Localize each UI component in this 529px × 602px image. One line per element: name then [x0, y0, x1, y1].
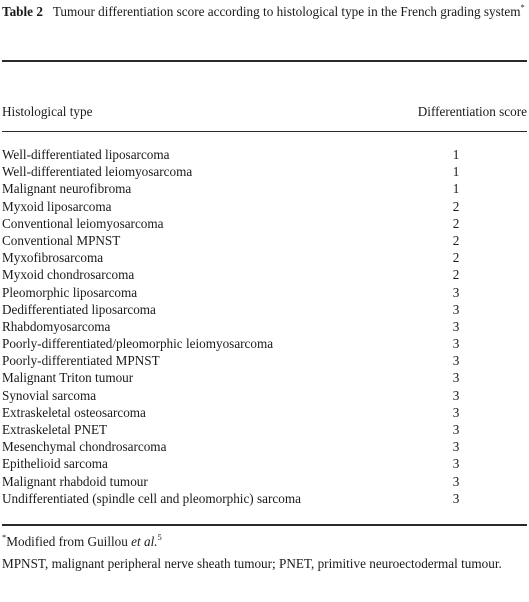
differentiation-score-cell: 3 [452, 301, 460, 317]
histological-type-cell: Poorly-differentiated/pleomorphic leiomyosarcoma [2, 336, 274, 352]
table-row [2, 180, 527, 197]
differentiation-score-cell: 3 [452, 284, 460, 300]
histological-type-cell: Well-differentiated liposarcoma [2, 147, 170, 162]
differentiation-score-cell: 3 [452, 404, 460, 420]
differentiation-score-cell: 3 [452, 456, 460, 472]
differentiation-score-cell: 3 [452, 473, 460, 489]
differentiation-score-cell: 1 [452, 181, 460, 197]
table-row [2, 369, 527, 386]
table-row [2, 163, 527, 180]
histological-type-cell: Conventional MPNST [2, 232, 121, 248]
table-row [2, 473, 527, 490]
differentiation-score-cell: 3 [452, 439, 460, 455]
histological-type-cell: Extraskeletal PNET [2, 422, 108, 437]
differentiation-score-cell: 2 [452, 198, 460, 214]
histological-type-cell: Malignant rhabdoid tumour [2, 473, 148, 489]
histological-type-cell: Myxoid liposarcoma [2, 198, 112, 214]
differentiation-score-cell: 2 [452, 215, 460, 231]
histological-type-cell: Pleomorphic liposarcoma [2, 284, 138, 300]
differentiation-score-cell: 1 [452, 147, 460, 162]
table-row [2, 146, 527, 163]
footnote-reference: 5 [157, 532, 162, 542]
histological-type-cell: Malignant neurofibroma [2, 181, 132, 197]
differentiation-score-cell: 3 [452, 353, 460, 369]
differentiation-score-cell: 2 [452, 267, 460, 283]
histological-type-cell: Rhabdomyosarcoma [2, 318, 111, 334]
differentiation-score-cell: 2 [452, 250, 460, 266]
table-title: Tumour differentiation score according to histological type in the French grading system [52, 4, 521, 19]
table-row [2, 249, 527, 266]
footnote-text: Modified from Guillou [6, 534, 132, 549]
column-header-differentiation-score: Differentiation score [417, 104, 527, 119]
table-row [2, 438, 527, 455]
table-footnote [2, 533, 526, 552]
table-row [2, 387, 527, 404]
table-row [2, 232, 527, 249]
histological-type-cell: Myxofibrosarcoma [2, 250, 104, 266]
footnote-et-al: et al. [131, 534, 158, 549]
histological-type-cell: Mesenchymal chondrosarcoma [2, 439, 167, 455]
caption-footnote-marker: * [520, 2, 525, 12]
differentiation-score-cell: 3 [452, 318, 460, 334]
histological-type-cell: Conventional leiomyosarcoma [2, 215, 164, 231]
histological-type-cell: Epithelioid sarcoma [2, 456, 108, 472]
histological-type-cell: Malignant Triton tumour [2, 370, 134, 386]
table-row [2, 301, 527, 318]
differentiation-score-cell: 2 [452, 232, 460, 248]
histological-type-cell: Myxoid chondrosarcoma [2, 267, 135, 283]
differentiation-score-cell: 3 [452, 422, 460, 437]
table-row [2, 335, 527, 352]
footnote-marker: * [2, 532, 7, 542]
table-row [2, 421, 527, 438]
table-row [2, 198, 527, 215]
table-row [2, 215, 527, 232]
histological-type-cell: Extraskeletal osteosarcoma [2, 404, 146, 420]
table-row [2, 404, 527, 421]
differentiation-score-cell: 3 [452, 336, 460, 352]
histological-type-cell: Well-differentiated leiomyosarcoma [2, 164, 193, 180]
table-row [2, 284, 527, 301]
table-row [2, 266, 527, 283]
differentiation-score-cell: 1 [452, 164, 460, 180]
histological-type-cell: Poorly-differentiated MPNST [2, 353, 160, 369]
differentiation-score-cell: 3 [452, 370, 460, 386]
differentiation-score-cell: 3 [452, 387, 460, 403]
histological-type-cell: Undifferentiated (spindle cell and pleomorphic) sarcoma [2, 490, 301, 506]
table-row [2, 490, 527, 507]
histological-type-cell: Synovial sarcoma [2, 387, 97, 403]
table-body [2, 146, 527, 507]
top-rule [2, 60, 527, 62]
table-row [2, 318, 527, 335]
table-row [2, 352, 527, 369]
histological-type-cell: Dedifferentiated liposarcoma [2, 301, 156, 317]
header-rule [2, 131, 527, 132]
table-row [2, 455, 527, 472]
column-header-histological-type: Histological type [2, 104, 93, 119]
table-label: Table 2 [2, 4, 43, 19]
bottom-rule [2, 524, 527, 526]
table-caption [2, 3, 526, 22]
abbreviations-note: MPNST, malignant peripheral nerve sheath tumour; PNET, primitive neuroectodermal tumour. [2, 556, 502, 571]
differentiation-score-cell: 3 [452, 490, 460, 506]
